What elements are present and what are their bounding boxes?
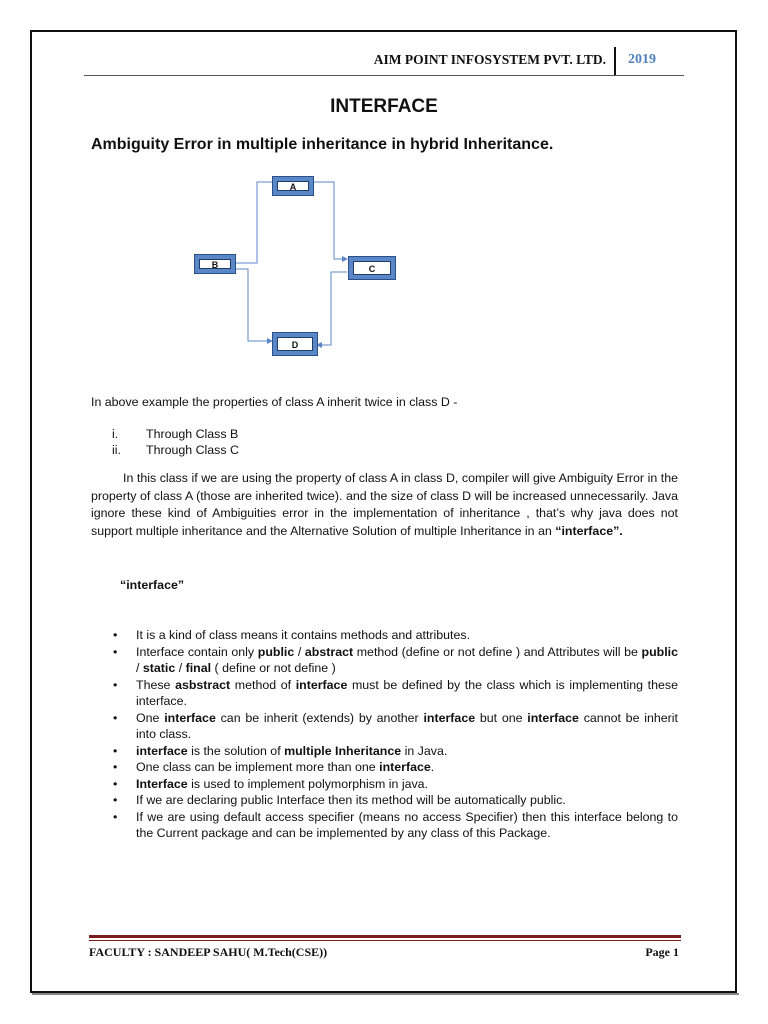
inheritance-diagram <box>180 168 420 363</box>
list-item: • If we are declaring public Interface then its method will be automatically public. <box>113 792 678 809</box>
header-year: 2019 <box>628 52 656 67</box>
edge-c-d <box>317 272 347 345</box>
node-d-label: D <box>277 337 313 351</box>
footer-rule-thin <box>89 940 681 941</box>
bullet-text: If we are using default access specifier (means no access Specifier) then this interface belong to the Current package and can be implemented by any class of this Package. <box>136 809 678 840</box>
node-c-label: C <box>353 261 391 275</box>
list-number: i. <box>112 427 119 441</box>
intro-text: In above example the properties of class A inherit twice in class D - <box>91 395 458 409</box>
list-item: • interface is the solution of multiple Inheritance in Java. <box>113 743 448 758</box>
header-company: AIM POINT INFOSYSTEM PVT. LTD. <box>373 52 606 67</box>
interface-heading: “interface” <box>120 578 185 592</box>
footer-faculty: FACULTY : SANDEEP SAHU( M.Tech(CSE)) <box>89 945 328 959</box>
list-item: • Interface contain only public / abstract method (define or not define ) and Attributes will be public / static / final ( define or not define ) <box>113 644 679 675</box>
bullet-text: If we are declaring public Interface then its method will be automatically public. <box>136 793 566 807</box>
list-item: • One interface can be inherit (extends) by another interface but one interface cannot be inherit into class. <box>113 710 678 741</box>
footer-rule-thick <box>89 935 681 938</box>
edge-a-b <box>222 182 272 263</box>
list-item: • It is a kind of class means it contains methods and attributes. <box>113 627 678 644</box>
bullet-list <box>113 627 678 842</box>
edge-b-d <box>222 269 272 341</box>
page-title: INTERFACE <box>330 96 438 117</box>
page-header <box>84 45 684 77</box>
list-item <box>112 426 239 442</box>
bullet-text: It is a kind of class means it contains methods and attributes. <box>136 628 471 642</box>
list-number: ii. <box>112 443 121 457</box>
list-item <box>112 442 239 458</box>
footer-page-number: Page 1 <box>645 945 679 959</box>
paragraph-bold: “interface”. <box>555 523 623 538</box>
list-item: • One class can be implement more than one interface. <box>113 760 435 774</box>
list-item: • If we are using default access specifier (means no access Specifier) then this interface belong to the Current package and can be implemented by any class of this Package. <box>113 809 678 840</box>
edge-a-c <box>314 182 347 259</box>
node-a <box>272 176 314 196</box>
list-text: Through Class B <box>146 427 239 441</box>
node-d <box>272 332 318 356</box>
body-paragraph <box>91 470 678 540</box>
list-text: Through Class C <box>146 443 239 457</box>
node-c <box>348 256 396 280</box>
paragraph-text: In this class if we are using the property of class A in class D, compiler will give Ambiguity Error in the property of class A (those are inherited twice). and the size of class D will be increased unnecessarily. Java ignore these kind of Ambiguities error in the implementation of inheritance , that’s why java does not support multiple inheritance and the Alternative Solution of multiple Inheritance in an <box>91 471 678 538</box>
header-separator <box>614 47 616 75</box>
node-b-label: B <box>199 259 231 269</box>
roman-list <box>112 426 239 458</box>
node-b <box>194 254 236 274</box>
header-rule <box>84 75 684 76</box>
list-item: • These asbstract method of interface must be defined by the class which is implementing these interface. <box>113 677 678 708</box>
section-subtitle: Ambiguity Error in multiple inheritance in hybrid Inheritance. <box>91 136 554 153</box>
page-frame-shadow <box>32 993 739 995</box>
list-item: • Interface is used to implement polymorphism in java. <box>113 776 428 791</box>
node-a-label: A <box>277 181 309 191</box>
